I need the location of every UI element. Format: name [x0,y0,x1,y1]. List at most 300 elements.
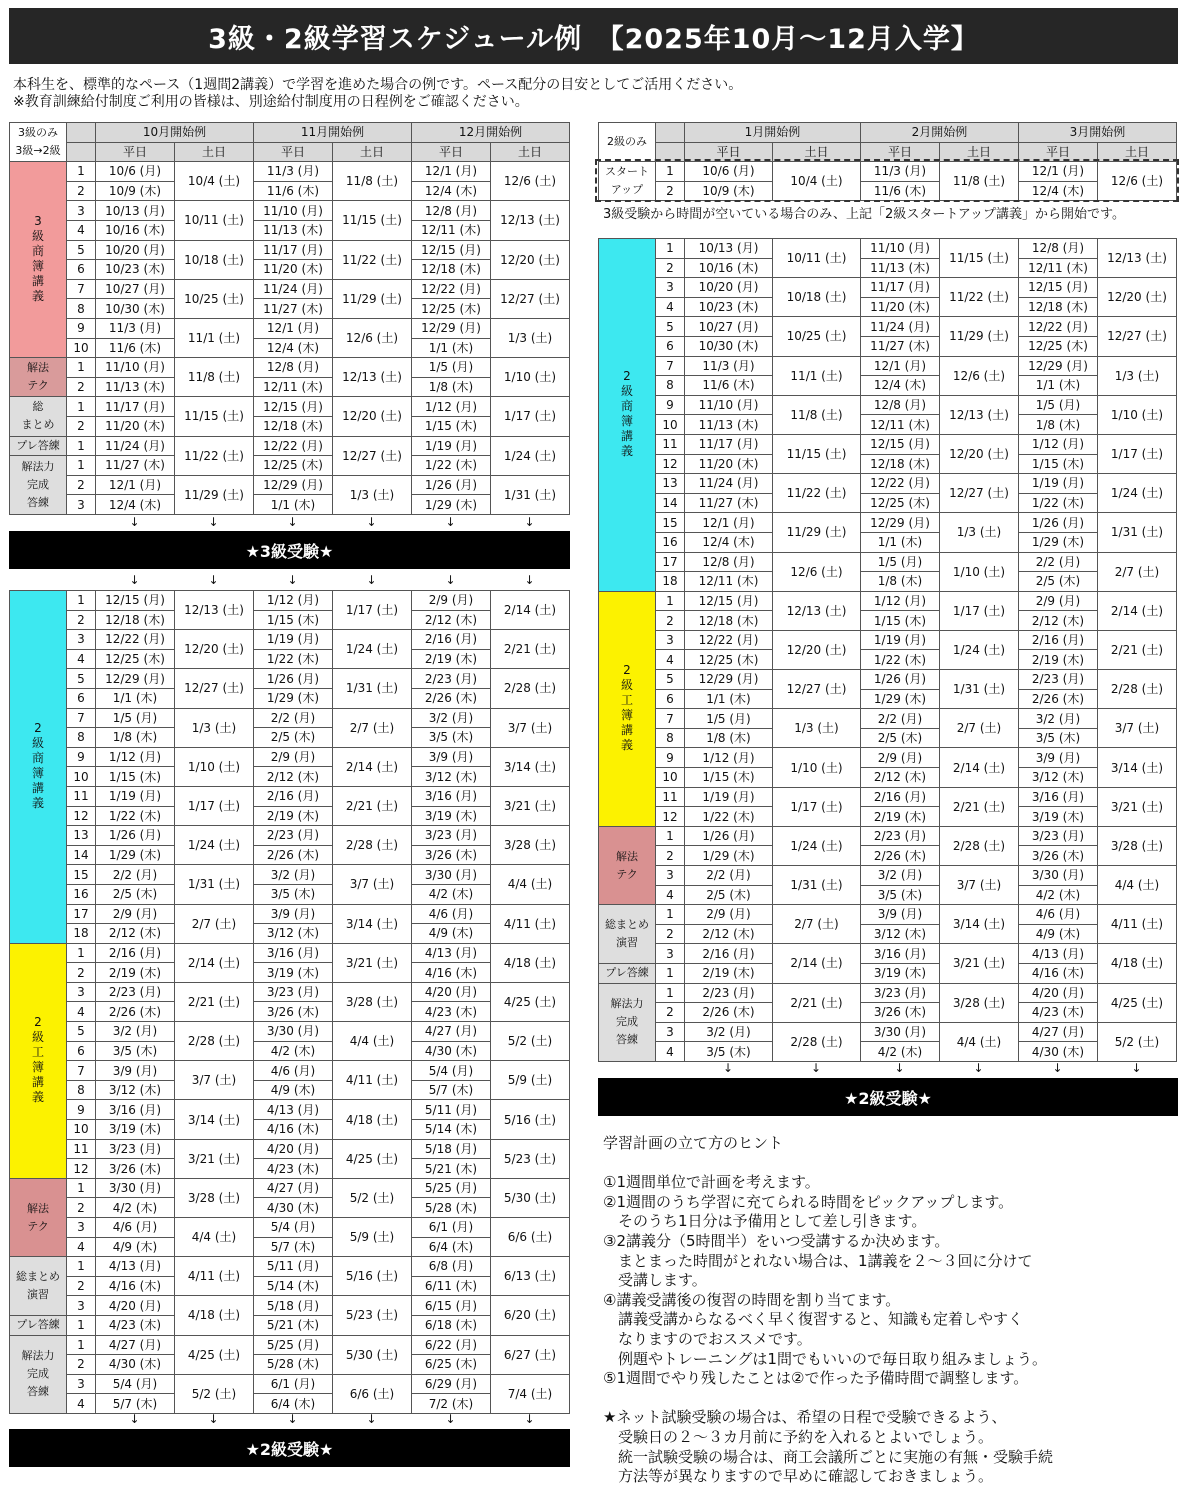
weekday-date: 12/4 (木) [685,532,773,552]
weekday-date: 12/22 (月) [96,630,175,650]
weekday-date: 12/22 (月) [254,436,333,456]
weekday-date: 3/2 (月) [861,866,940,886]
weekday-header: 平日 [1019,142,1098,162]
weekday-date: 1/5 (月) [412,358,491,378]
weekend-date: 1/3 (土) [333,475,412,514]
hint-line [603,1154,1053,1174]
weekday-date: 3/30 (月) [861,1022,940,1042]
section-label: 解法 テク [10,1178,67,1256]
table-row [10,982,570,1002]
weekday-date: 2/16 (月) [1019,630,1098,650]
weekday-date: 3/19 (木) [96,1120,175,1140]
weekday-date: 11/24 (月) [254,279,333,299]
weekday-date: 2/19 (木) [685,963,773,983]
table-row [10,1120,570,1140]
weekend-date: 11/1 (土) [175,318,254,357]
section-label: 2級商簿講義 [10,591,67,944]
weekend-date: 11/29 (土) [940,317,1019,356]
table-row [599,846,1177,866]
table-row [10,416,570,436]
weekend-date: 5/2 (土) [175,1374,254,1413]
weekday-date: 12/18 (木) [412,260,491,280]
weekday-date: 3/5 (木) [685,1042,773,1062]
weekend-date: 10/4 (土) [773,162,861,201]
weekday-date: 1/22 (木) [96,806,175,826]
lesson-number: 1 [67,591,96,611]
weekday-date: 2/5 (木) [254,728,333,748]
lesson-number: 9 [67,1100,96,1120]
weekday-date: 1/5 (月) [1019,395,1098,415]
section-label: 解法 テク [599,826,656,904]
weekday-date: 2/9 (月) [96,904,175,924]
table-row [599,1042,1177,1062]
weekday-date: 11/10 (月) [254,201,333,221]
weekday-date: 1/15 (木) [254,610,333,630]
weekend-date: 4/4 (土) [1098,866,1177,905]
weekend-date: 4/11 (土) [491,904,570,943]
weekday-date: 10/23 (木) [685,297,773,317]
table-row [10,708,570,728]
weekday-date: 12/8 (月) [254,358,333,378]
lesson-number: 1 [656,239,685,259]
weekend-date: 10/25 (土) [773,317,861,356]
weekday-date: 11/3 (月) [96,318,175,338]
hint-line: 受講します。 [603,1271,707,1290]
down-arrow: ↓ [524,515,535,529]
weekday-date: 12/8 (月) [861,395,940,415]
weekend-date: 11/15 (土) [773,434,861,473]
weekend-date: 4/18 (土) [491,943,570,982]
weekday-date: 3/9 (月) [254,904,333,924]
weekday-date: 2/12 (木) [96,924,175,944]
lesson-number: 3 [656,944,685,964]
weekday-date: 5/18 (月) [412,1139,491,1159]
weekday-date: 10/30 (木) [685,336,773,356]
lesson-number: 12 [67,806,96,826]
lesson-number: 10 [656,768,685,788]
weekend-date: 2/28 (土) [1098,670,1177,709]
left-schedule-top [9,122,570,515]
weekday-date: 1/29 (木) [254,688,333,708]
weekend-date: 4/11 (土) [175,1257,254,1296]
lesson-number: 10 [67,767,96,787]
weekday-date: 1/1 (木) [685,689,773,709]
weekend-date: 6/27 (土) [491,1335,570,1374]
weekend-date: 5/9 (土) [333,1218,412,1257]
weekday-date: 12/15 (月) [254,397,333,417]
weekend-date: 5/2 (土) [491,1022,570,1061]
weekday-date: 12/22 (月) [685,630,773,650]
weekday-date: 2/9 (月) [1019,591,1098,611]
weekday-date: 4/16 (木) [96,1276,175,1296]
lesson-number: 11 [67,1139,96,1159]
table-row [10,943,570,963]
weekday-date: 1/22 (木) [685,807,773,827]
weekday-date: 4/2 (木) [861,1042,940,1062]
down-arrow: ↓ [287,515,298,529]
section-label: 解法力 完成 答練 [599,983,656,1061]
weekend-date: 1/24 (土) [940,630,1019,669]
weekday-date: 3/30 (月) [1019,866,1098,886]
weekend-date: 12/13 (土) [491,201,570,240]
table-row [10,181,570,201]
lesson-number: 9 [656,748,685,768]
weekend-date: 1/10 (土) [491,358,570,397]
table-row [599,768,1177,788]
weekday-date: 12/29 (月) [412,318,491,338]
lesson-number: 7 [656,356,685,376]
table-row [10,1335,570,1355]
weekend-date: 11/22 (土) [333,240,412,279]
table-row [10,1139,570,1159]
weekday-date: 12/25 (木) [254,456,333,476]
weekday-date: 6/1 (月) [254,1374,333,1394]
weekday-date: 1/22 (木) [861,650,940,670]
weekday-date: 11/24 (月) [861,317,940,337]
weekend-date: 2/7 (土) [1098,552,1177,591]
weekend-date: 12/13 (土) [333,358,412,397]
weekend-date: 10/18 (土) [175,240,254,279]
down-arrow: ↓ [445,573,456,587]
table-corner: 3級のみ 3級→2級 [10,123,67,162]
weekday-date: 10/20 (月) [685,278,773,298]
lesson-number: 8 [67,1080,96,1100]
weekday-date: 1/12 (月) [1019,434,1098,454]
lesson-number: 4 [656,297,685,317]
table-row [10,865,570,885]
weekend-date: 2/21 (土) [491,630,570,669]
weekday-date: 3/26 (木) [412,845,491,865]
intro-line: 本科生を、標準的なペース（1週間2講義）で学習を進めた場合の例です。ペース配分の目安としてご活用ください。 [13,77,743,93]
table-row [10,669,570,689]
weekday-date: 2/26 (木) [1019,689,1098,709]
weekday-date: 4/2 (木) [412,884,491,904]
weekend-date: 11/15 (土) [175,397,254,436]
weekend-date: 11/8 (土) [333,162,412,201]
weekday-date: 4/6 (月) [254,1061,333,1081]
weekend-date: 1/24 (土) [333,630,412,669]
table-row [599,278,1177,298]
weekday-date: 5/4 (月) [254,1218,333,1238]
lesson-number: 1 [67,1335,96,1355]
weekday-date: 12/4 (木) [96,495,175,515]
lesson-number: 8 [656,728,685,748]
section-label: プレ答練 [599,963,656,983]
table-row [10,963,570,983]
table-row [599,670,1177,690]
grade2-exam-banner-left: ★2級受験★ [9,1429,570,1467]
weekday-date: 11/13 (木) [861,258,940,278]
weekend-date: 12/20 (土) [175,630,254,669]
weekend-header: 土日 [491,142,570,162]
weekday-date: 12/15 (月) [1019,278,1098,298]
weekend-date: 10/11 (土) [773,239,861,278]
weekend-date: 3/7 (土) [175,1061,254,1100]
weekday-date: 2/19 (木) [861,807,940,827]
down-arrow: ↓ [287,573,298,587]
weekday-date: 1/19 (月) [254,630,333,650]
weekday-date: 2/26 (木) [861,846,940,866]
weekday-date: 10/13 (月) [96,201,175,221]
weekday-date: 5/11 (月) [412,1100,491,1120]
weekday-date: 12/25 (木) [1019,336,1098,356]
weekend-date: 1/17 (土) [1098,434,1177,473]
lesson-number: 4 [656,1042,685,1062]
weekday-date: 1/12 (月) [685,748,773,768]
weekday-date: 12/11 (木) [254,377,333,397]
weekday-date: 11/27 (木) [254,299,333,319]
weekday-date: 2/5 (木) [1019,572,1098,592]
start-month-header: 10月開始例 [96,123,254,143]
intro-line: ※教育訓練給付制度ご利用の皆様は、別途給付制度用の日程例をご確認ください。 [13,94,529,110]
weekend-date: 11/8 (土) [940,162,1019,201]
down-arrow: ↓ [1052,1061,1063,1075]
lesson-number: 9 [67,747,96,767]
lesson-number: 2 [656,258,685,278]
weekend-date: 1/24 (土) [773,826,861,865]
weekend-date: 5/30 (土) [333,1335,412,1374]
lesson-number: 1 [67,1315,96,1335]
table-row [10,904,570,924]
weekend-date: 3/14 (土) [940,905,1019,944]
weekday-date: 3/9 (月) [1019,748,1098,768]
weekend-date: 4/4 (土) [491,865,570,904]
start-month-header: 2月開始例 [861,123,1019,143]
weekday-date: 3/12 (木) [412,767,491,787]
weekend-date: 3/28 (土) [1098,826,1177,865]
weekend-date: 10/11 (土) [175,201,254,240]
hint-line: ①1週間単位で計画を考えます。 [603,1173,820,1192]
table-row [10,260,570,280]
weekday-date: 12/29 (月) [685,670,773,690]
table-row [599,336,1177,356]
weekend-date: 12/20 (土) [940,434,1019,473]
right-schedule [598,238,1177,1062]
weekend-date: 11/8 (土) [773,395,861,434]
weekday-date: 2/23 (月) [1019,670,1098,690]
lesson-number: 8 [656,376,685,396]
weekday-date: 3/5 (木) [1019,728,1098,748]
weekday-date: 4/20 (月) [1019,983,1098,1003]
table-row [10,338,570,358]
lesson-number: 10 [67,338,96,358]
weekend-date: 1/17 (土) [175,786,254,825]
weekend-date: 3/7 (土) [1098,709,1177,748]
table-row [10,1296,570,1316]
down-arrow: ↓ [722,1061,734,1075]
weekday-date: 12/1 (月) [861,356,940,376]
weekend-date: 12/6 (土) [491,162,570,201]
weekend-date: 2/14 (土) [333,747,412,786]
weekend-date: 6/20 (土) [491,1296,570,1335]
section-label: 2級商簿講義 [599,239,656,592]
weekday-header: 平日 [685,142,773,162]
weekend-date: 3/7 (土) [940,866,1019,905]
down-arrow: ↓ [524,1412,535,1426]
weekday-date: 2/26 (木) [96,1002,175,1022]
lesson-number: 5 [67,1022,96,1042]
weekend-header: 土日 [940,142,1019,162]
weekday-date: 11/24 (月) [685,474,773,494]
weekday-date: 11/20 (木) [685,454,773,474]
lesson-number: 5 [656,317,685,337]
weekday-date: 3/23 (月) [412,826,491,846]
weekday-date: 12/25 (木) [96,649,175,669]
weekend-date: 3/28 (土) [333,982,412,1021]
table-row [10,220,570,240]
start-month-header: 11月開始例 [254,123,412,143]
table-row [599,866,1177,886]
weekday-date: 10/27 (月) [96,279,175,299]
weekday-date: 1/8 (木) [1019,415,1098,435]
weekday-date: 11/27 (木) [861,336,940,356]
weekday-date: 12/18 (木) [254,416,333,436]
weekday-date: 12/29 (月) [254,475,333,495]
weekend-date: 3/14 (土) [1098,748,1177,787]
lesson-number: 1 [67,1178,96,1198]
weekday-date: 3/26 (木) [96,1159,175,1179]
lesson-number: 1 [656,591,685,611]
weekend-date: 11/29 (土) [773,513,861,552]
weekday-date: 1/12 (月) [254,591,333,611]
weekday-date: 2/23 (月) [96,982,175,1002]
lesson-number: 14 [67,845,96,865]
weekday-date: 2/9 (月) [861,748,940,768]
weekday-date: 3/5 (木) [412,728,491,748]
table-row [10,1394,570,1414]
weekday-date: 6/11 (木) [412,1276,491,1296]
down-arrow: ↓ [129,515,140,529]
lesson-number: 3 [656,278,685,298]
table-row [10,884,570,904]
hint-line: まとまった時間がとれない場合は、1講義を２～３回に分けて [603,1251,1033,1270]
lesson-number: 2 [656,181,685,201]
weekend-date: 4/25 (土) [175,1335,254,1374]
weekend-date: 10/4 (土) [175,162,254,201]
weekday-date: 6/4 (木) [254,1394,333,1414]
table-row [599,826,1177,846]
table-row [10,1041,570,1061]
lesson-number: 6 [656,689,685,709]
weekday-date: 4/9 (木) [1019,924,1098,944]
weekday-date: 12/15 (月) [412,240,491,260]
weekday-date: 11/3 (月) [254,162,333,182]
weekday-date: 4/27 (月) [254,1178,333,1198]
weekend-date: 1/10 (土) [175,747,254,786]
table-row [599,689,1177,709]
table-row [599,297,1177,317]
weekend-date: 10/18 (土) [773,278,861,317]
weekend-date: 1/31 (土) [773,866,861,905]
weekday-date: 5/21 (木) [412,1159,491,1179]
lesson-number: 6 [67,688,96,708]
weekday-date: 11/27 (木) [685,493,773,513]
weekday-date: 4/6 (月) [96,1218,175,1238]
table-row [599,532,1177,552]
weekday-date: 12/4 (木) [1019,181,1098,201]
weekend-date: 2/28 (土) [333,826,412,865]
hint-line: 統一試験受験の場合は、商工会議所ごとに実施の有無・受験手続 [603,1447,1054,1466]
weekend-date: 1/17 (土) [940,591,1019,630]
lesson-number: 3 [67,201,96,221]
weekday-date: 12/4 (木) [861,376,940,396]
weekday-date: 4/13 (月) [1019,944,1098,964]
weekend-date: 3/28 (土) [491,826,570,865]
schedule-table [9,122,570,515]
table-row [10,1355,570,1375]
weekend-date: 2/28 (土) [175,1022,254,1061]
weekday-date: 4/23 (木) [412,1002,491,1022]
weekend-date: 3/21 (土) [1098,787,1177,826]
weekday-date: 3/19 (木) [1019,807,1098,827]
weekend-date: 5/2 (土) [333,1178,412,1217]
weekday-date: 3/26 (木) [1019,846,1098,866]
weekday-date: 4/13 (月) [254,1100,333,1120]
table-row [599,552,1177,572]
down-arrow: ↓ [445,515,456,529]
weekend-date: 5/16 (土) [333,1257,412,1296]
lesson-number: 4 [656,885,685,905]
weekday-date: 11/20 (木) [96,416,175,436]
table-row [10,358,570,378]
table-row [599,650,1177,670]
weekday-date: 3/19 (木) [412,806,491,826]
lesson-number: 4 [67,1237,96,1257]
weekend-date: 3/14 (土) [491,747,570,786]
weekday-date: 2/2 (月) [254,708,333,728]
weekday-date: 12/18 (木) [685,611,773,631]
weekend-date: 7/4 (土) [491,1374,570,1413]
lesson-number: 10 [67,1120,96,1140]
table-row [10,1315,570,1335]
table-row [10,1100,570,1120]
weekday-header: 平日 [861,142,940,162]
weekend-date: 5/2 (土) [1098,1022,1177,1061]
weekday-date: 3/9 (月) [96,1061,175,1081]
weekday-date: 12/25 (木) [685,650,773,670]
weekend-date: 11/15 (土) [333,201,412,240]
lesson-number: 2 [67,1198,96,1218]
lesson-number: 4 [67,220,96,240]
weekend-date: 1/3 (土) [175,708,254,747]
table-row [10,649,570,669]
left-arrows-mid [9,573,569,587]
weekday-date: 2/9 (月) [685,905,773,925]
weekday-date: 2/16 (月) [685,944,773,964]
weekend-date: 2/7 (土) [333,708,412,747]
weekday-date: 6/25 (木) [412,1355,491,1375]
lesson-number: 15 [67,865,96,885]
grade2-exam-banner-right: ★2級受験★ [598,1078,1178,1116]
weekday-date: 2/16 (月) [861,787,940,807]
weekday-date: 3/12 (木) [861,924,940,944]
table-row [10,1080,570,1100]
hint-line: そのうち1日分は予備用として差し引きます。 [603,1212,927,1231]
weekend-date: 4/11 (土) [1098,905,1177,944]
weekday-date: 2/5 (木) [96,884,175,904]
weekday-date: 1/29 (木) [685,846,773,866]
weekday-date: 10/13 (月) [685,239,773,259]
page-title: 3級・2級学習スケジュール例 【2025年10月～12月入学】 [9,8,1178,64]
weekend-date: 4/25 (土) [333,1139,412,1178]
weekend-date: 1/24 (土) [175,826,254,865]
weekday-date: 12/18 (木) [96,610,175,630]
weekday-date: 2/23 (月) [685,983,773,1003]
weekday-date: 4/6 (月) [1019,905,1098,925]
weekday-date: 1/5 (月) [96,708,175,728]
weekday-date: 2/19 (木) [412,649,491,669]
weekend-date: 1/3 (土) [1098,356,1177,395]
